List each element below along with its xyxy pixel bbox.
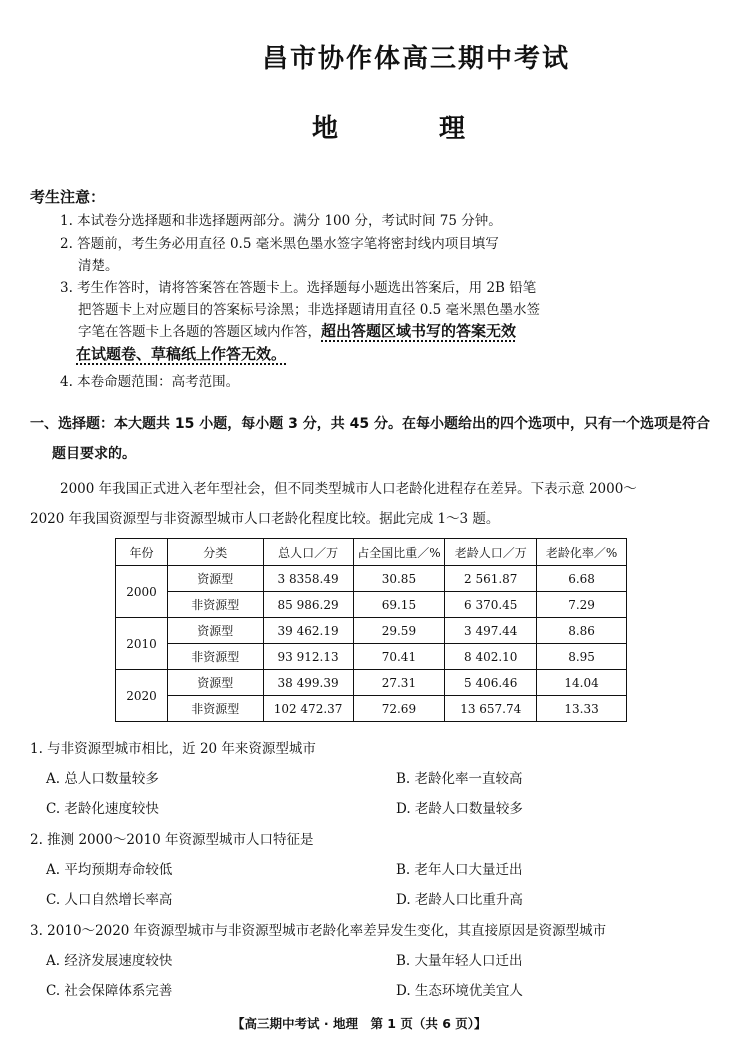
notice-line-8: 4. 本卷命题范围：高考范围。 [60,374,240,390]
table-row [116,618,627,644]
table-cell: 72.69 [353,696,445,722]
aging-table [115,538,627,722]
table-row [116,670,627,696]
question-2-option-d[interactable]: D. 老龄人口比重升高 [396,892,523,908]
header-aging-rate: 老龄化率／% [537,539,627,566]
question-1-option-a[interactable]: A. 总人口数量较多 [46,771,159,787]
table-cell: 8.86 [537,618,627,644]
table-cell: 非资源型 [167,696,263,722]
intro-line-1: 2000 年我国正式进入老年型社会，但不同类型城市人口老龄化进程存在差异。下表示意 2000～ [60,481,637,497]
table-cell: 14.04 [537,670,627,696]
table-cell: 资源型 [167,618,263,644]
header-total-pop: 总人口／万 [263,539,353,566]
notice-line-6-plain: 字笔在答题卡上各题的答题区域内作答， [78,324,321,340]
table-row [116,696,627,722]
table-cell: 3 8358.49 [263,566,353,592]
notice-line-3: 清楚。 [78,258,119,274]
table-cell: 70.41 [353,644,445,670]
notice-line-6 [78,320,516,341]
table-cell: 39 462.19 [263,618,353,644]
table-cell: 13.33 [537,696,627,722]
table-cell: 2 561.87 [445,566,537,592]
table-cell: 非资源型 [167,592,263,618]
question-3-option-d[interactable]: D. 生态环境优美宜人 [396,983,523,999]
table-cell: 资源型 [167,566,263,592]
header-year: 年份 [116,539,168,566]
question-1-option-b[interactable]: B. 老龄化率一直较高 [396,771,523,787]
year-cell: 2010 [116,618,168,670]
notice-heading: 考生注意： [30,188,106,206]
table-cell: 8 402.10 [445,644,537,670]
table-row [116,644,627,670]
table-header-row [116,539,627,566]
notice-line-4: 3. 考生作答时，请将答案答在答题卡上。选择题每小题选出答案后，用 2B 铅笔 [60,280,537,296]
question-2-option-a[interactable]: A. 平均预期寿命较低 [46,862,173,878]
table-row [116,592,627,618]
subject-title: 地 理 [312,114,512,144]
page-title: 昌市协作体高三期中考试 [262,44,571,74]
table-cell: 7.29 [537,592,627,618]
notice-emphasis-1: 超出答题区域书写的答案无效 [321,322,517,340]
table-cell: 6 370.45 [445,592,537,618]
question-2-option-c[interactable]: C. 人口自然增长率高 [46,892,173,908]
table-cell: 5 406.46 [445,670,537,696]
table-cell: 69.15 [353,592,445,618]
table-cell: 3 497.44 [445,618,537,644]
table-cell: 6.68 [537,566,627,592]
question-3-option-a[interactable]: A. 经济发展速度较快 [46,953,173,969]
table-cell: 29.59 [353,618,445,644]
table-cell: 30.85 [353,566,445,592]
question-1-stem: 1. 与非资源型城市相比，近 20 年来资源型城市 [30,741,316,757]
header-share: 占全国比重／% [353,539,445,566]
table-cell: 8.95 [537,644,627,670]
notice-line-2: 2. 答题前，考生务必用直径 0.5 毫米黑色墨水签字笔将密封线内项目填写 [60,236,499,252]
question-1-option-d[interactable]: D. 老龄人口数量较多 [396,801,523,817]
section-heading-cont: 题目要求的。 [52,446,136,462]
intro-line-2: 2020 年我国资源型与非资源型城市人口老龄化程度比较。据此完成 1～3 题。 [30,511,500,527]
question-2-stem: 2. 推测 2000～2010 年资源型城市人口特征是 [30,832,314,848]
table-cell: 102 472.37 [263,696,353,722]
table-cell: 27.31 [353,670,445,696]
question-2-option-b[interactable]: B. 老年人口大量迁出 [396,862,523,878]
table-cell: 38 499.39 [263,670,353,696]
notice-line-7 [76,343,286,364]
header-category: 分类 [167,539,263,566]
question-3-option-c[interactable]: C. 社会保障体系完善 [46,983,173,999]
question-3-option-b[interactable]: B. 大量年轻人口迁出 [396,953,523,969]
notice-line-1: 1. 本试卷分选择题和非选择题两部分。满分 100 分，考试时间 75 分钟。 [60,213,502,229]
question-3-stem: 3. 2010～2020 年资源型城市与非资源型城市老龄化率差异发生变化，其直接原因是资源型城市 [30,923,607,939]
table-cell: 93 912.13 [263,644,353,670]
question-1-option-c[interactable]: C. 老龄化速度较快 [46,801,159,817]
year-cell: 2000 [116,566,168,618]
year-cell: 2020 [116,670,168,722]
table-cell: 资源型 [167,670,263,696]
notice-line-5: 把答题卡上对应题目的答案标号涂黑；非选择题请用直径 0.5 毫米黑色墨水签 [78,302,541,318]
table-cell: 13 657.74 [445,696,537,722]
page-footer: 【高三期中考试 · 地理 第 1 页（共 6 页）】 [232,1016,487,1031]
notice-emphasis-2: 在试题卷、草稿纸上作答无效。 [76,345,287,363]
section-heading: 一、选择题：本大题共 15 小题，每小题 3 分，共 45 分。在每小题给出的四个选项中，只有一个选项是符合 [30,416,710,432]
table-row [116,566,627,592]
table-cell: 非资源型 [167,644,263,670]
header-elderly-pop: 老龄人口／万 [445,539,537,566]
table-cell: 85 986.29 [263,592,353,618]
